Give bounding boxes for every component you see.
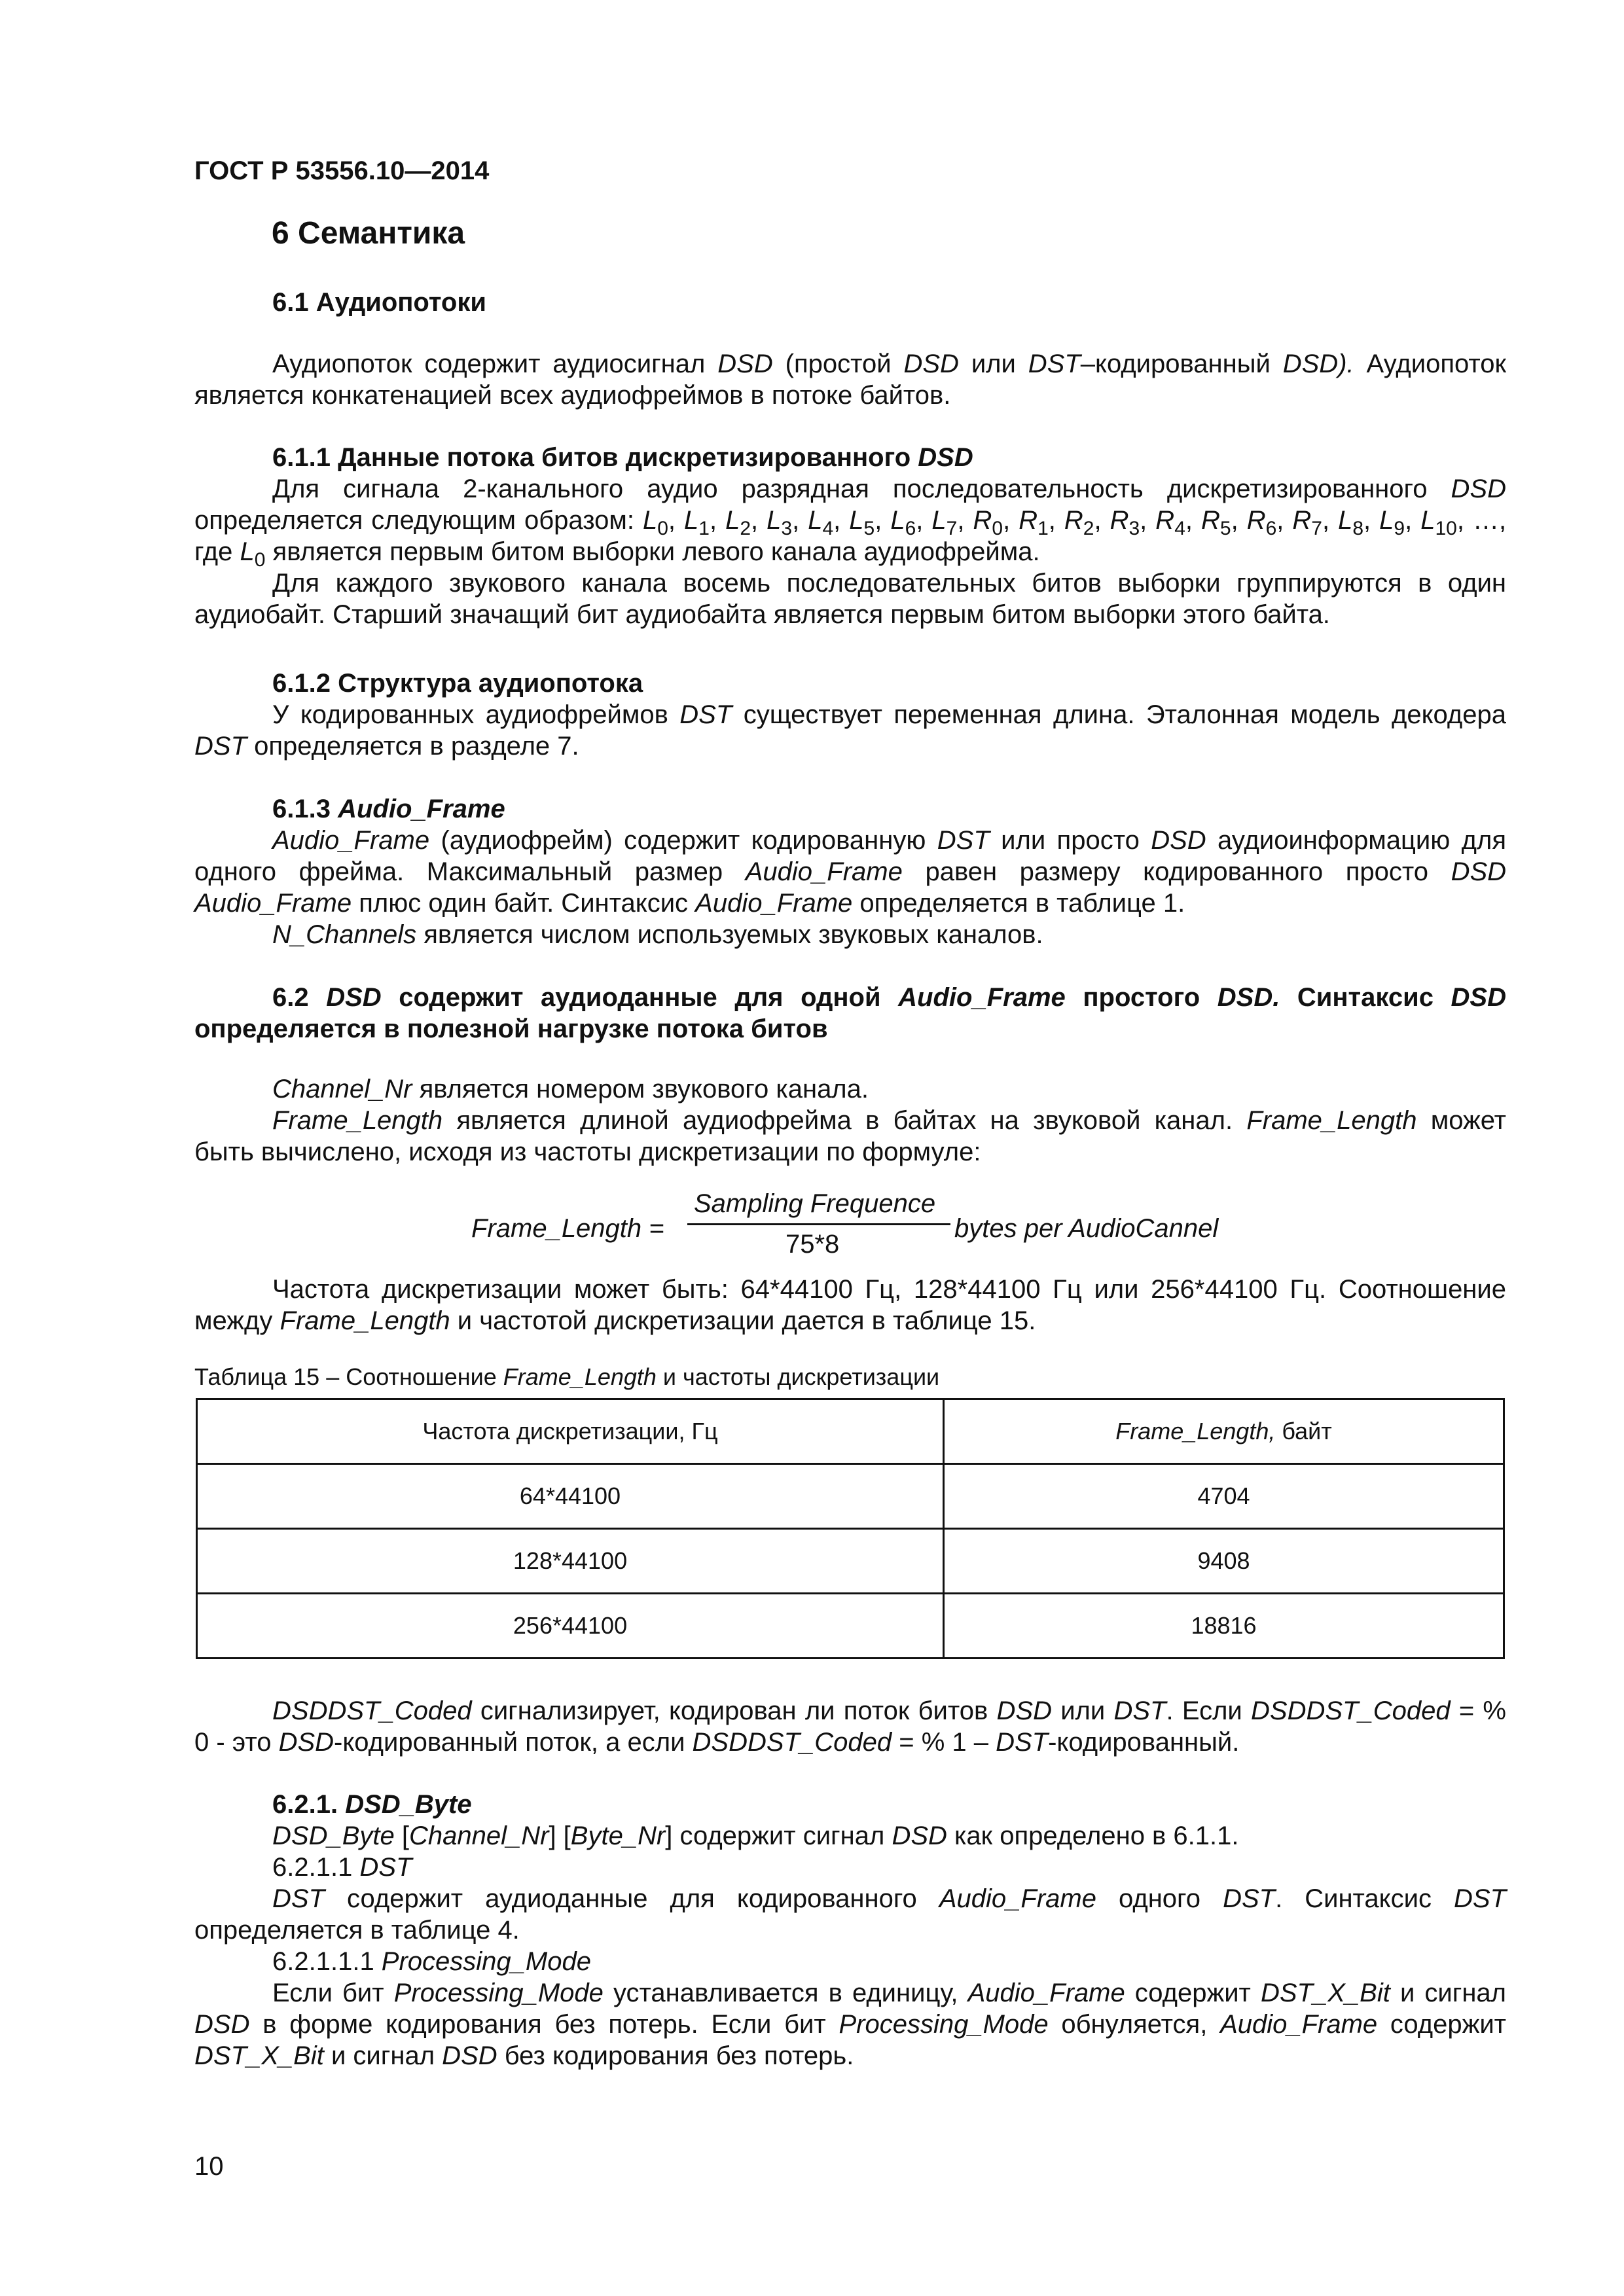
section-6-1-1 [194,442,1506,630]
cell-frame-length: 9408 [944,1529,1504,1594]
paragraph-6-1: Аудиопоток содержит аудиосигнал DSD (простой DSD или DST–кодированный DSD). Аудиопоток является конкатенацией всех аудиофреймов в потоке байтов. [194,350,1507,410]
formula-rhs: bytes per AudioCannel [954,1214,1219,1243]
document-id-header: ГОСТ Р 53556.10—2014 [194,156,490,185]
section-6-2-1: 6.2.1. DSD_Byte DSD_Byte [Channel_Nr] [Byte_Nr] содержит сигнал DSD как определено в 6.1.1. 6.2.1.1 DST DST содержит аудиоданные для кодированного Audio_Frame одного DST. Синтаксис DST определяется в таблице 4. 6.2.1.1.1 Processing_Mode Если бит Processing_Mode устанавливается в единицу, Audio_Frame содержит DST_X_Bit и сигнал DSD в форме кодирования без потерь. Если бит Processing_Mode обнуляется, Audio_Frame содержит DST_X_Bit и сигнал DSD без кодирования без потерь. [194,1790,1507,2070]
formula-denominator: 75*8 [785,1230,840,1259]
cell-frequency: 128*44100 [197,1529,944,1594]
heading-6-2-1-1-1: 6.2.1.1.1 Processing_Mode [272,1947,591,1976]
paragraph-sampling-rates: Частота дискретизации может быть: 64*44100 Гц, 128*44100 Гц или 256*44100 Гц. Соотношение между Frame_Length и частотой дискретизации дается в таблице 15. [194,1275,1506,1335]
paragraph-dsddst-coded: DSDDST_Coded сигнализирует, кодирован ли поток битов DSD или DST. Если DSDDST_Coded = % 0 - это DSD-кодированный поток, а если DSDDST_Coded = % 1 – DST-кодированный. [194,1696,1506,1757]
paragraph-6-1-1-bytes: Для каждого звукового канала восемь последовательных битов выборки группируются в один аудиобайт. Старший значащий бит аудиобайта является первым битом выборки этого байта. [194,569,1506,629]
formula-lhs: Frame_Length = [471,1214,664,1243]
section-6-1-2: 6.1.2 Структура аудиопотока У кодированных аудиофреймов DST существует переменная длина. Эталонная модель декодера DST определяется в разделе 7. [194,669,1507,761]
table-row [197,1594,1504,1659]
section-6-2-body: Channel_Nr является номером звукового канала. Frame_Length является длиной аудиофрейма в байтах на звуковой канал. Frame_Length может быть вычислено, исходя из частоты дискретизации по формуле: [194,1075,1506,1166]
page-number: 10 [194,2152,224,2181]
formula-numerator: Sampling Frequence [694,1189,936,1218]
section-title: 6 Семантика [272,216,465,251]
table-row [197,1464,1504,1529]
heading-6-2: 6.2 DSD содержит аудиоданные для одной Audio_Frame простого DSD. Синтаксис DSD определяется в полезной нагрузке потока битов [194,983,1506,1043]
heading-6-1-3: 6.1.3 Audio_Frame [272,795,505,823]
table-caption: Таблица 15 – Соотношение Frame_Length и частоты дискретизации [194,1363,940,1390]
heading-6-1-2: 6.1.2 Структура аудиопотока [272,669,643,698]
col-header-frame-length: Frame_Length, байт [944,1399,1504,1464]
col-header-frequency: Частота дискретизации, Гц [197,1399,944,1464]
frame-length-table [196,1398,1505,1659]
paragraph-6-1-1-bits: Для сигнала 2-канального аудио разрядная последовательность дискретизированного DSD определяется следующим образом: $L_0$, $L_1$, $L_2$, $L_3$, $L_4$, $L_5$, $L_6$, $L_7$, $R_0$, $R_1$, $R_2$, $R_3$, $R_4$, $R_5$, $R_6$, $R_7$, $L_8$, $L_9$, $L_{10}$, …, где $L_0$ является первым битом выборки левого канала аудиофрейма. [194,475,1507,571]
cell-frame-length: 4704 [944,1464,1504,1529]
frame-length-formula [471,1188,1257,1266]
heading-6-2-1: 6.2.1. DSD_Byte [272,1790,472,1819]
cell-frequency: 256*44100 [197,1594,944,1659]
heading-6-2-1-1: 6.2.1.1 DST [272,1853,412,1882]
cell-frame-length: 18816 [944,1594,1504,1659]
heading-6-1: 6.1 Аудиопотоки [272,288,486,317]
section-6-2 [194,982,1506,1045]
heading-6-1-1: 6.1.1 Данные потока битов дискретизированного DSD [272,443,973,472]
section-6-1 [194,287,1506,318]
table-header-row [197,1399,1504,1464]
section-6-1-3: 6.1.3 Audio_Frame Audio_Frame (аудиофрейм) содержит кодированную DST или просто DSD аудиоинформацию для одного фрейма. Максимальный размер Audio_Frame равен размеру кодированного просто DSD Audio_Frame плюс один байт. Синтаксис Audio_Frame определяется в таблице 1. N_Channels является числом используемых звуковых каналов. [194,795,1507,949]
table-row [197,1529,1504,1594]
fraction-bar [687,1223,950,1225]
cell-frequency: 64*44100 [197,1464,944,1529]
